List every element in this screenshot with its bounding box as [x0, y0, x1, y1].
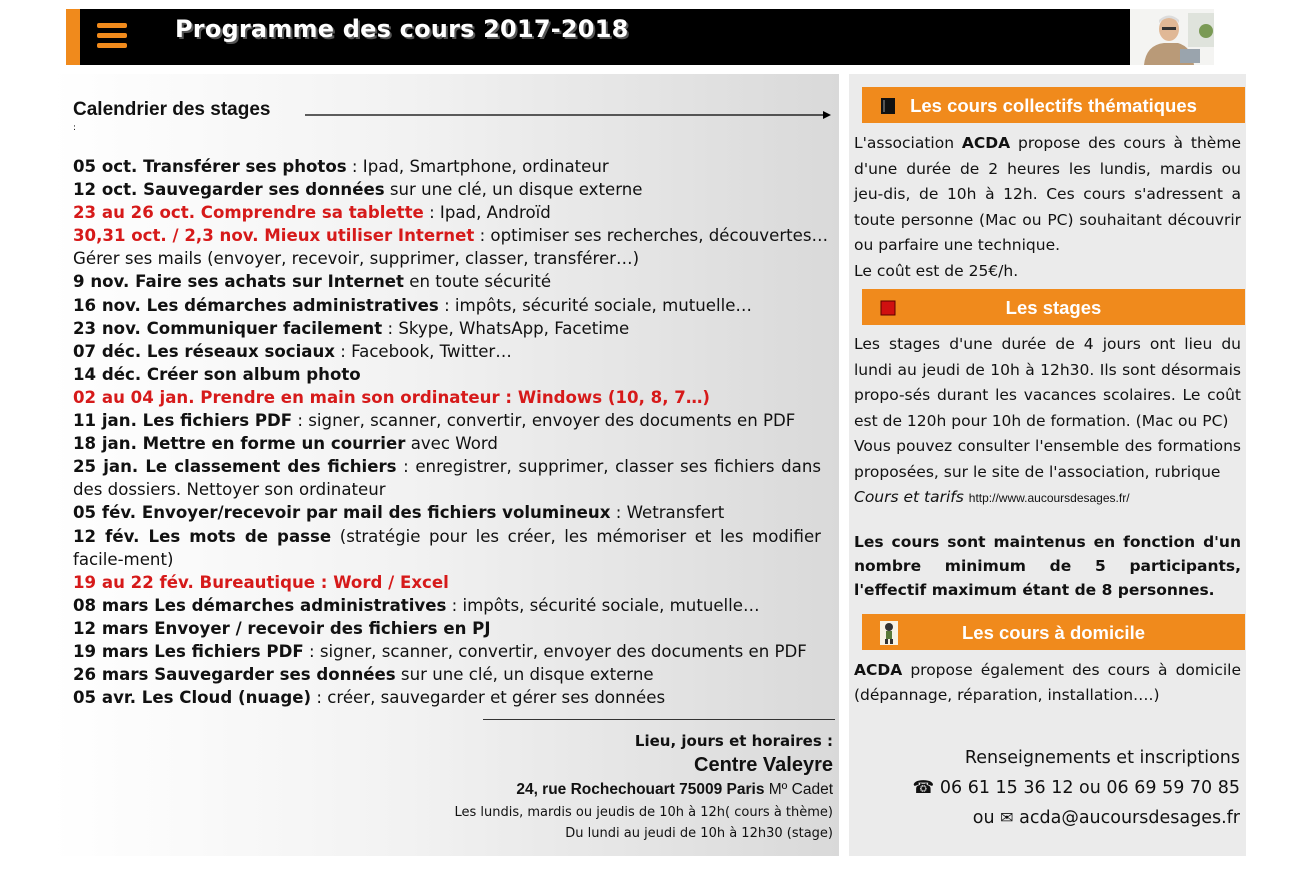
- schedule-item-title: 02 au 04 jan. Prendre en main son ordinateur : Windows (10, 8, 7…): [73, 387, 710, 407]
- location-block: [454, 732, 833, 841]
- schedule-item-title: 19 au 22 fév. Bureautique : Word / Excel: [73, 572, 449, 592]
- schedule-item-title: 05 fév. Envoyer/recevoir par mail des fichiers volumineux: [73, 503, 611, 523]
- stages-description: Les stages d'une durée de 4 jours ont lieu du lundi au jeudi de 10h à 12h30. Ils sont désormais propo-sés durant les vacances scolaires. Le coût est de 120h pour 10h de formation. (Mac ou PC): [854, 335, 1241, 430]
- section-title-home: Les cours à domicile: [961, 622, 1145, 643]
- schedule-item: [73, 224, 829, 247]
- home-text: [854, 658, 1241, 708]
- schedule-item-title: 12 fév. Les mots de passe: [73, 526, 332, 546]
- section-bar-home: [862, 614, 1245, 650]
- calendar-title: Calendrier des stages: [73, 99, 271, 120]
- schedule-item: [73, 663, 821, 686]
- stages-consult: Vous pouvez consulter l'ensemble des formations proposées, sur le site de l'association, rubrique: [854, 437, 1241, 481]
- arrow-right-icon: [305, 110, 831, 120]
- collective-text: [854, 131, 1241, 284]
- schedule-item-detail: sur une clé, un disque externe: [395, 665, 654, 685]
- collective-text-pre: L'association: [854, 134, 962, 152]
- contact-phones-line: [913, 773, 1240, 803]
- page-title: Programme des cours 2017-2018: [175, 15, 629, 43]
- info-panel: [849, 74, 1246, 856]
- location-metro: Mº Cadet: [764, 781, 833, 798]
- envelope-icon: ✉: [1000, 808, 1014, 827]
- stages-rubrique: Cours et tarifs: [854, 488, 964, 506]
- schedule-item-detail: Gérer ses mails (envoyer, recevoir, supprimer, classer, transférer…): [73, 249, 640, 269]
- schedule-item-detail: en toute sécurité: [403, 272, 552, 292]
- schedule-item: [73, 317, 821, 340]
- contact-label: Renseignements et inscriptions: [964, 748, 1240, 768]
- contact-email-line: [913, 803, 1240, 833]
- schedule-item: [73, 455, 821, 501]
- schedule-item-detail: : signer, scanner, convertir, envoyer des documents en PDF: [292, 411, 796, 431]
- schedule-item: [73, 363, 821, 386]
- schedule-item-detail: : impôts, sécurité sociale, mutuelle…: [438, 295, 753, 315]
- schedule-item-detail: avec Word: [405, 434, 498, 454]
- location-address-line: [454, 781, 833, 799]
- schedule-item: [73, 525, 821, 571]
- contact-phones: 06 61 15 36 12 ou 06 69 59 70 85: [934, 778, 1240, 798]
- schedule-item-detail: : Skype, WhatsApp, Facetime: [382, 318, 630, 338]
- schedule-item-title: 19 mars Les fichiers PDF: [73, 641, 304, 661]
- location-name: Centre Valeyre: [694, 754, 833, 776]
- divider: [483, 719, 835, 720]
- schedule-item-title: 05 avr. Les Cloud (nuage): [73, 688, 312, 708]
- schedule-item-title: 18 jan. Mettre en forme un courrier: [73, 434, 406, 454]
- person-photo: [1130, 9, 1214, 65]
- schedule-item-title: 16 nov. Les démarches administratives: [73, 295, 439, 315]
- schedule-item-detail: : Wetransfert: [610, 503, 725, 523]
- schedule-item: [73, 686, 821, 709]
- schedule-item-detail: : signer, scanner, convertir, envoyer des documents en PDF: [303, 641, 807, 661]
- schedule-item-title: 26 mars Sauvegarder ses données: [73, 665, 396, 685]
- schedule-item-title: 07 déc. Les réseaux sociaux: [73, 341, 335, 361]
- calendar-panel: [51, 74, 839, 856]
- calendar-marker: :: [73, 123, 77, 133]
- contact-or: ou: [972, 808, 1001, 828]
- schedule-item-title: 14 déc. Créer son album photo: [73, 364, 361, 384]
- section-title-stages: Les stages: [1005, 297, 1102, 318]
- collective-acda: ACDA: [961, 134, 1011, 152]
- menu-icon[interactable]: [97, 23, 127, 49]
- schedule-item: [73, 409, 821, 432]
- phone-icon: ☎: [912, 778, 935, 798]
- schedule-item-detail: : Ipad, Smartphone, ordinateur: [346, 157, 609, 176]
- schedule-item: [73, 178, 821, 201]
- schedule-item: [73, 594, 821, 617]
- contact-email[interactable]: acda@aucoursdesages.fr: [1013, 808, 1240, 828]
- schedule-item-title: 11 jan. Les fichiers PDF: [73, 411, 293, 431]
- schedule-item: [73, 501, 821, 524]
- schedule-item: [73, 571, 821, 594]
- schedule-item-detail: : impôts, sécurité sociale, mutuelle…: [446, 595, 760, 615]
- schedule-item: [73, 294, 821, 317]
- schedule-item-detail: : Facebook, Twitter…: [334, 341, 512, 361]
- schedule-item-detail: : enregistrer, supprimer, classer ses fichiers dans des dossiers. Nettoyer son ordinateur: [73, 457, 821, 500]
- schedule-item: [73, 340, 821, 363]
- stages-text: [854, 332, 1241, 512]
- location-address: 24, rue Rochechouart 75009 Paris: [516, 781, 765, 798]
- schedule-item-title: 9 nov. Faire ses achats sur Internet: [73, 272, 404, 292]
- home-description: propose également des cours à domicile (dépannage, réparation, installation….): [854, 661, 1241, 704]
- schedule-item: [73, 247, 821, 270]
- contact-block: [913, 743, 1240, 833]
- schedule-item: [73, 155, 821, 178]
- stages-notice: Les cours sont maintenus en fonction d'un nombre minimum de 5 participants, l'effectif maximum étant de 8 personnes.: [854, 533, 1241, 599]
- website-link[interactable]: http://www.aucoursdesages.fr/: [968, 491, 1130, 505]
- schedule-item-title: 25 jan. Le classement des fichiers: [73, 457, 397, 477]
- schedule-item-title: 12 mars Envoyer / recevoir des fichiers en PJ: [73, 618, 491, 638]
- schedule-item-title: 30,31 oct. / 2,3 nov. Mieux utiliser Internet: [73, 226, 475, 246]
- schedule-item-detail: : créer, sauvegarder et gérer ses données: [311, 688, 666, 708]
- schedule-list: [73, 155, 829, 709]
- schedule-item: [73, 270, 821, 293]
- collective-cost: Le coût est de 25€/h.: [854, 261, 1019, 280]
- section-title-collective: Les cours collectifs thématiques: [910, 95, 1197, 116]
- schedule-item-detail: : Ipad, Androïd: [423, 203, 551, 223]
- location-heading: Lieu, jours et horaires :: [634, 732, 833, 750]
- schedule-item-detail: sur une clé, un disque externe: [384, 180, 643, 200]
- schedule-item: [73, 201, 821, 224]
- schedule-item: [73, 640, 821, 663]
- header-accent: [66, 9, 80, 65]
- schedule-item-detail: : optimiser ses recherches, découvertes…: [474, 226, 829, 246]
- schedule-item-title: 12 oct. Sauvegarder ses données: [73, 180, 385, 200]
- schedule-item-title: 08 mars Les démarches administratives: [73, 595, 447, 615]
- schedule-item-detail: (stratégie pour les créer, les mémoriser et les modifier facile-ment): [73, 526, 821, 569]
- location-hours-courses: Les lundis, mardis ou jeudis de 10h à 12h( cours à thème): [454, 805, 833, 820]
- schedule-item: [73, 432, 821, 455]
- schedule-item-title: 05 oct. Transférer ses photos: [73, 157, 347, 176]
- location-hours-stages: Du lundi au jeudi de 10h à 12h30 (stage): [565, 826, 833, 841]
- section-bar-stages: [862, 289, 1245, 325]
- schedule-item: [73, 386, 821, 409]
- schedule-item: [73, 617, 821, 640]
- schedule-item-title: 23 au 26 oct. Comprendre sa tablette: [73, 203, 424, 223]
- header-banner: [66, 9, 1214, 65]
- section-bar-collective: [862, 87, 1245, 123]
- collective-text-post: propose des cours à thème d'une durée de 2 heures les lundis, mardis ou jeu-dis, de 10h à 12h. Ces cours s'adressent a toute personne (Mac ou PC) souhaitant découvrir ou parfaire une technique.: [854, 134, 1241, 254]
- schedule-item-title: 23 nov. Communiquer facilement: [73, 318, 383, 338]
- home-acda: ACDA: [854, 661, 903, 679]
